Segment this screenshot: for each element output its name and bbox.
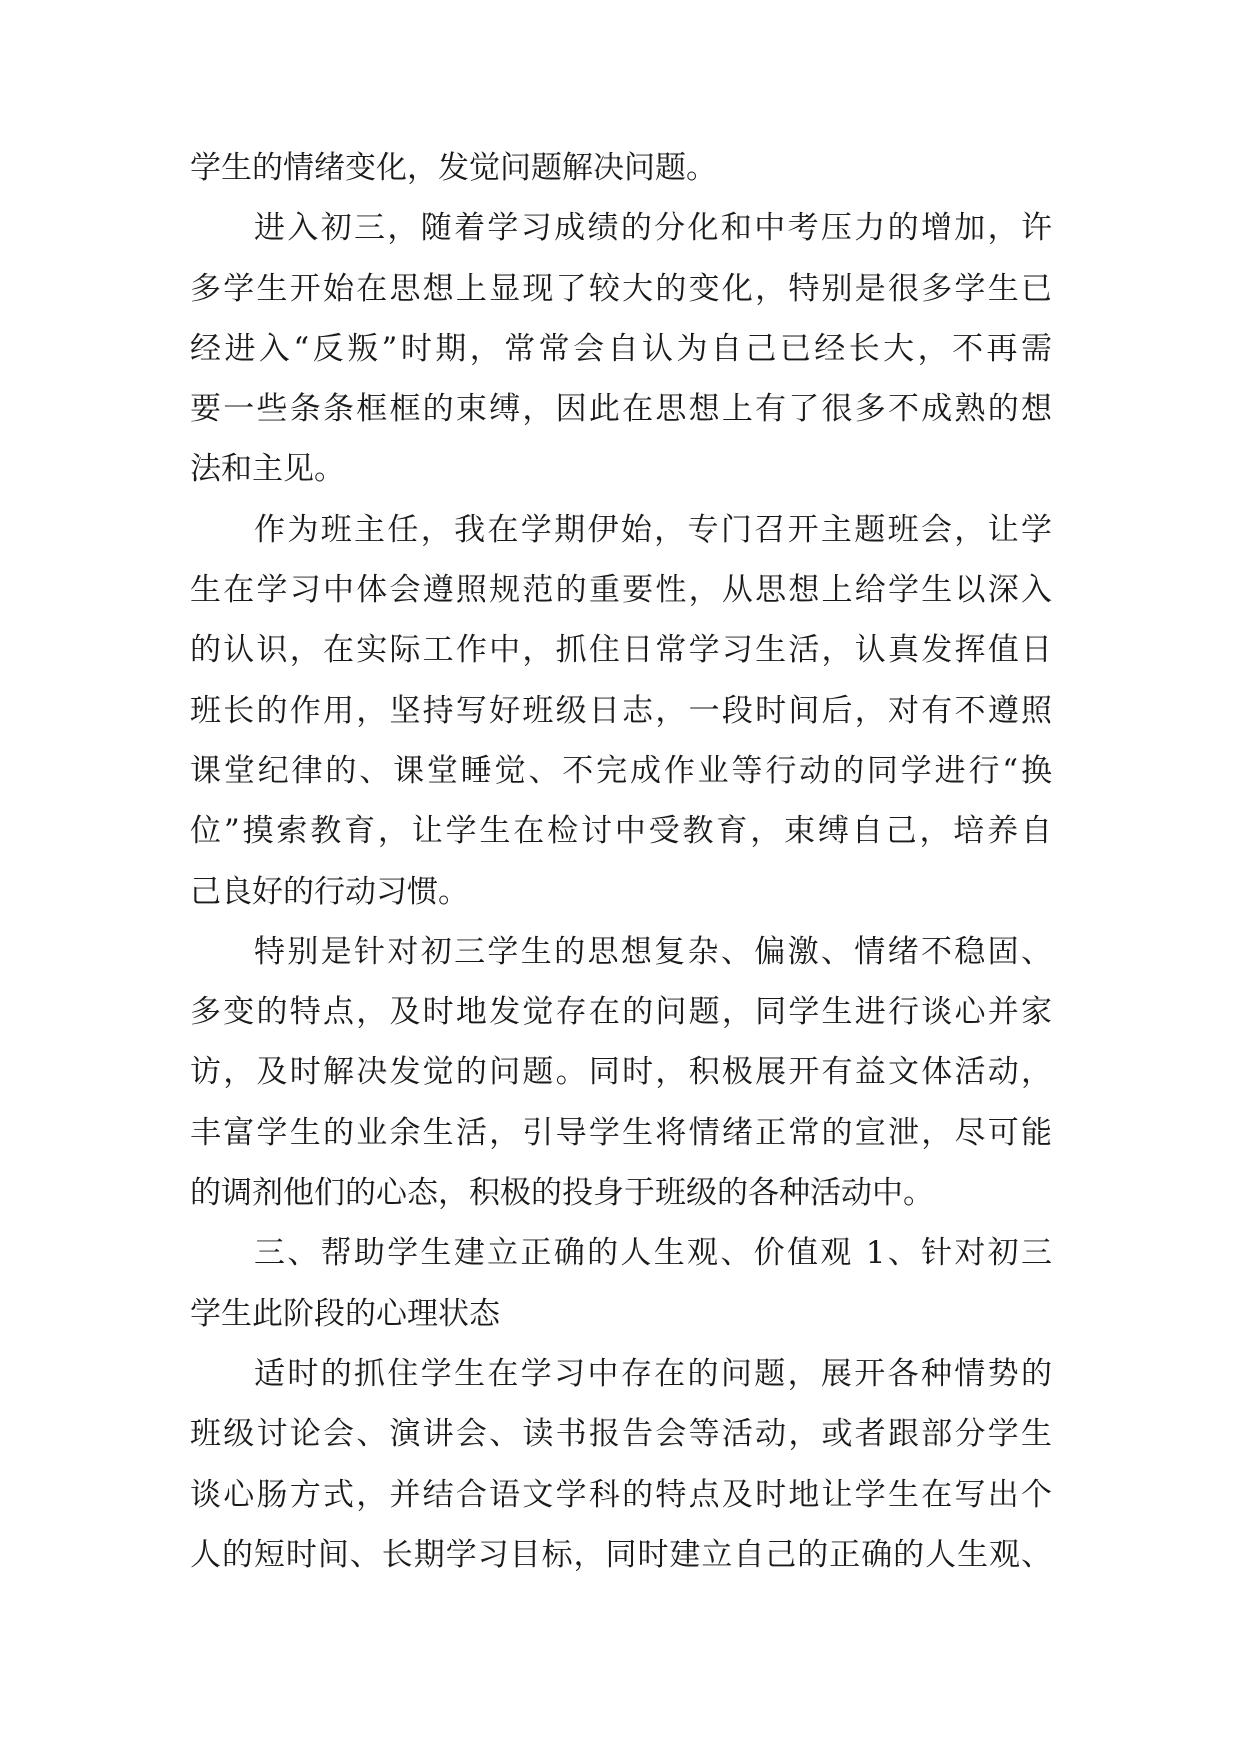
text-line: 适时的抓住学生在学习中存在的问题，展开各种情势的 bbox=[254, 1355, 1052, 1392]
text-line: 作为班主任，我在学期伊始，专门召开主题班会，让学 bbox=[254, 511, 1052, 548]
text-line: 课堂纪律的、课堂睡觉、不完成作业等行动的同学进行“换 bbox=[190, 752, 1052, 789]
text-line: 位”摸索教育，让学生在检讨中受教育，束缚自己，培养自 bbox=[190, 813, 1052, 850]
text-line: 谈心肠方式，并结合语文学科的特点及时地让学生在写出个 bbox=[190, 1476, 1052, 1513]
text-line: 生在学习中体会遵照规范的重要性，从思想上给学生以深入 bbox=[190, 572, 1052, 609]
text-line: 的调剂他们的心态，积极的投身于班级的各种活动中。 bbox=[190, 1175, 934, 1212]
text-line: 经进入“反叛”时期，常常会自认为自己已经长大，不再需 bbox=[190, 330, 1052, 367]
text-line: 法和主见。 bbox=[190, 451, 345, 488]
text-line: 三、帮助学生建立正确的人生观、价值观 1、针对初三 bbox=[254, 1235, 1052, 1272]
text-line: 访，及时解决发觉的问题。同时，积极展开有益文体活动， bbox=[190, 1054, 1052, 1091]
text-line: 的认识，在实际工作中，抓住日常学习生活，认真发挥值日 bbox=[190, 632, 1052, 669]
text-line: 要一些条条框框的束缚，因此在思想上有了很多不成熟的想 bbox=[190, 391, 1052, 428]
text-line: 班长的作用，坚持写好班级日志，一段时间后，对有不遵照 bbox=[190, 692, 1052, 729]
text-line: 多变的特点，及时地发觉存在的问题，同学生进行谈心并家 bbox=[190, 994, 1052, 1031]
text-line: 丰富学生的业余生活，引导学生将情绪正常的宣泄，尽可能 bbox=[190, 1114, 1052, 1151]
text-line: 进入初三，随着学习成绩的分化和中考压力的增加，许 bbox=[254, 210, 1052, 247]
text-line: 己良好的行动习惯。 bbox=[190, 873, 469, 910]
text-line: 人的短时间、长期学习目标，同时建立自己的正确的人生观、 bbox=[190, 1536, 1052, 1573]
text-line: 学生的情绪变化，发觉问题解决问题。 bbox=[190, 150, 717, 186]
text-line: 特别是针对初三学生的思想复杂、偏激、情绪不稳固、 bbox=[254, 933, 1052, 970]
text-line: 学生此阶段的心理状态 bbox=[190, 1295, 500, 1332]
text-line: 多学生开始在思想上显现了较大的变化，特别是很多学生已 bbox=[190, 270, 1052, 307]
document-body bbox=[190, 148, 1052, 1595]
text-line: 班级讨论会、演讲会、读书报告会等活动，或者跟部分学生 bbox=[190, 1416, 1052, 1453]
